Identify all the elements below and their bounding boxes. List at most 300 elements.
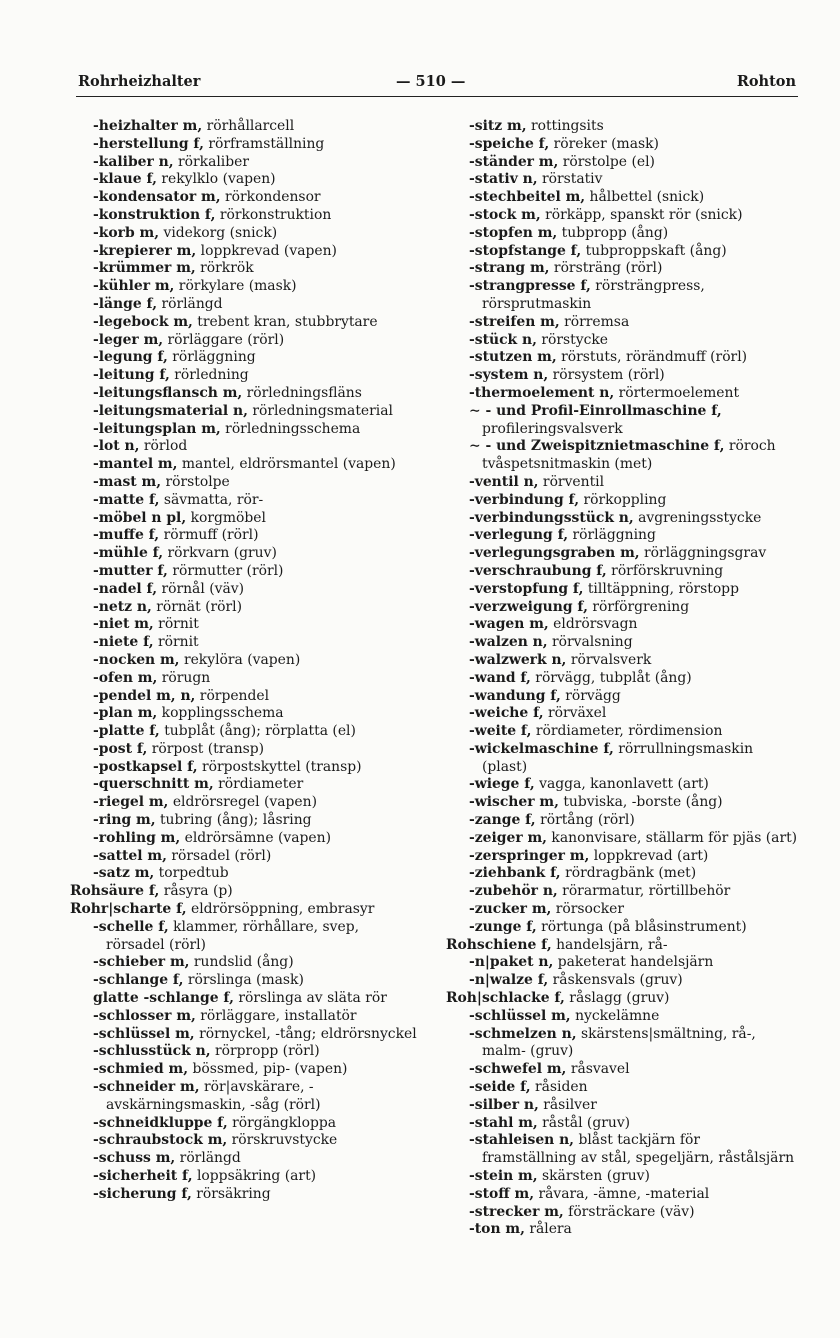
dictionary-entry <box>70 349 422 367</box>
dictionary-entry <box>446 154 798 172</box>
entry-translation: rördiameter <box>213 776 304 793</box>
entry-headword: -walzwerk n, <box>469 651 567 668</box>
dictionary-entry <box>446 349 798 367</box>
entry-translation: försträckare (väv) <box>563 1203 695 1220</box>
dictionary-entry <box>446 990 798 1008</box>
left-column <box>70 118 422 1204</box>
entry-headword: -schneidkluppe f, <box>93 1114 228 1131</box>
entry-translation: rörnit <box>153 616 199 633</box>
entry-translation: rörledningsfläns <box>242 384 362 401</box>
dictionary-entry <box>446 830 798 848</box>
entry-headword: -speiche f, <box>469 135 550 152</box>
entry-translation: rörkoppling <box>579 491 667 508</box>
entry-headword: -sicherheit f, <box>93 1168 193 1185</box>
entry-translation: rördiameter, rördimension <box>531 723 723 740</box>
entry-translation: rörläggning <box>167 349 256 366</box>
entry-headword: -stein m, <box>469 1168 538 1185</box>
dictionary-entry <box>446 1079 798 1097</box>
entry-translation: kopplingsschema <box>157 705 284 722</box>
dictionary-entry <box>446 705 798 723</box>
entry-headword: -thermoelement n, <box>469 384 615 401</box>
dictionary-entry <box>446 171 798 189</box>
dictionary-entry <box>446 883 798 901</box>
dictionary-entry <box>70 367 422 385</box>
entry-headword: -stopfstange f, <box>469 242 582 259</box>
entry-translation: eldrörsöppning, embrasyr <box>186 901 375 918</box>
entry-translation: nyckelämne <box>570 1007 660 1024</box>
header-right-guide-word: Rohton <box>736 73 796 90</box>
entry-translation: torpedtub <box>154 865 229 882</box>
entry-headword: Rohr|scharte f, <box>70 901 187 918</box>
dictionary-entry <box>70 510 422 528</box>
entry-headword: -schlosser m, <box>93 1007 196 1024</box>
entry-headword: -stopfen m, <box>469 224 558 241</box>
entry-headword: -leitungsplan m, <box>93 420 221 437</box>
entry-headword: -stück n, <box>469 331 537 348</box>
entry-translation: rörnät (rörl) <box>151 598 242 615</box>
entry-headword: -verlegung f, <box>469 527 569 544</box>
entry-translation: rörläggning <box>568 527 656 544</box>
entry-headword: -leitungsmaterial n, <box>93 402 248 419</box>
entry-translation: rörsocker <box>551 901 624 918</box>
dictionary-entry <box>446 1008 798 1026</box>
entry-translation: rörkaliber <box>173 153 249 170</box>
dictionary-entry <box>446 670 798 688</box>
entry-translation: råstål (gruv) <box>537 1114 631 1131</box>
entry-headword: -postkapsel f, <box>93 758 198 775</box>
entry-translation: rörpropp (rörl) <box>210 1043 320 1060</box>
entry-translation: rörstolpe <box>161 473 230 490</box>
entry-headword: Roh|schlacke f, <box>446 990 565 1007</box>
entry-headword: -pendel m, n, <box>93 687 196 704</box>
entry-headword: -nadel f, <box>93 580 158 597</box>
dictionary-entry <box>70 314 422 332</box>
dictionary-entry <box>446 474 798 492</box>
dictionary-entry <box>70 652 422 670</box>
dictionary-entry <box>446 314 798 332</box>
entry-translation: råslagg (gruv) <box>564 990 670 1007</box>
entry-headword: -niet m, <box>93 616 154 633</box>
entry-headword: -zucker m, <box>469 901 552 918</box>
entry-headword: -legung f, <box>93 349 168 366</box>
entry-headword: -kaliber n, <box>93 153 174 170</box>
entry-translation: rörremsa <box>559 313 630 330</box>
entry-headword: -netz n, <box>93 598 152 615</box>
entry-translation: tubring (ång); låsring <box>155 812 312 829</box>
dictionary-entry <box>446 599 798 617</box>
entry-translation: rörsträng (rörl) <box>549 260 663 277</box>
dictionary-entry <box>446 972 798 990</box>
entry-headword: -schlange f, <box>93 972 184 989</box>
entry-translation: rottingsits <box>526 118 604 134</box>
dictionary-entry <box>446 545 798 563</box>
dictionary-entry <box>70 421 422 439</box>
entry-translation: handelsjärn, rå- <box>551 936 668 953</box>
entry-headword: -verbindungsstück n, <box>469 509 634 526</box>
entry-headword: -schelle f, <box>93 918 169 935</box>
entry-headword: -schuss m, <box>93 1150 176 1167</box>
dictionary-entry <box>446 367 798 385</box>
entry-translation: rundslid (ång) <box>189 954 294 971</box>
dictionary-entry <box>446 865 798 883</box>
entry-translation: rörlängd <box>157 295 223 312</box>
entry-translation: rörläggningsgrav <box>639 545 767 562</box>
entry-translation: mantel, eldrörsmantel (vapen) <box>177 456 396 473</box>
dictionary-entry <box>446 243 798 261</box>
entry-headword: -muffe f, <box>93 527 160 544</box>
entry-translation: rörgängkloppa <box>227 1114 337 1131</box>
entry-headword: -stativ n, <box>469 171 538 188</box>
entry-headword: -ton m, <box>469 1221 525 1238</box>
entry-translation: rörpendel <box>195 687 270 704</box>
dictionary-entry <box>70 705 422 723</box>
entry-translation: tubviska, -borste (ång) <box>558 794 723 811</box>
entry-translation: råsvavel <box>566 1061 630 1078</box>
entry-headword: -herstellung f, <box>93 135 204 152</box>
entry-translation: råsiden <box>530 1079 588 1096</box>
dictionary-entry <box>70 527 422 545</box>
entry-translation: tubplåt (ång); rörplatta (el) <box>159 723 356 740</box>
dictionary-entry <box>70 403 422 421</box>
entry-headword: -post f, <box>93 740 148 757</box>
dictionary-entry <box>70 1061 422 1079</box>
entry-headword: -plan m, <box>93 705 158 722</box>
entry-translation: loppkrevad (art) <box>589 847 709 864</box>
dictionary-entry <box>446 937 798 955</box>
entry-translation: råsyra (p) <box>159 883 233 900</box>
entry-translation: rörnit <box>153 634 199 651</box>
entry-headword: -platte f, <box>93 723 160 740</box>
entry-translation: rörvalsning <box>547 634 633 651</box>
dictionary-entry <box>446 688 798 706</box>
entry-translation: blåst tackjärn för framställning av stål, spegeljärn, råstålsjärn <box>482 1132 795 1167</box>
dictionary-entry <box>446 581 798 599</box>
dictionary-entry <box>70 243 422 261</box>
dictionary-entry <box>70 794 422 812</box>
entry-headword: -streifen m, <box>469 313 560 330</box>
dictionary-entry <box>446 1132 798 1168</box>
dictionary-entry <box>70 616 422 634</box>
entry-headword: -möbel n pl, <box>93 509 187 526</box>
entry-headword: -leitungsflansch m, <box>93 384 243 401</box>
dictionary-entry <box>70 776 422 794</box>
entry-headword: -konstruktion f, <box>93 206 216 223</box>
entry-headword: -wagen m, <box>469 616 549 633</box>
entry-headword: -ring m, <box>93 812 156 829</box>
header-left-guide-word: Rohrheizhalter <box>78 73 201 90</box>
entry-headword: -n|paket n, <box>469 954 554 971</box>
entry-translation: råsilver <box>538 1096 597 1113</box>
entry-translation: rörförskruvning <box>606 562 724 579</box>
entry-translation: rörläggare (rörl) <box>163 331 285 348</box>
dictionary-entry <box>70 1186 422 1204</box>
entry-translation: rörslinga av släta rör <box>233 990 387 1007</box>
entry-translation: rörledningsschema <box>220 420 361 437</box>
entry-headword: -verstopfung f, <box>469 580 584 597</box>
entry-headword: -ziehbank f, <box>469 865 561 882</box>
entry-headword: -seide f, <box>469 1079 531 1096</box>
dictionary-entry <box>70 741 422 759</box>
entry-translation: rörhållarcell <box>202 118 295 134</box>
entry-translation: hålbettel (snick) <box>585 189 705 206</box>
dictionary-entry <box>70 225 422 243</box>
entry-translation: rörväxel <box>543 705 607 722</box>
entry-translation: kanonvisare, ställarm för pjäs (art) <box>547 829 798 846</box>
dictionary-entry <box>70 581 422 599</box>
entry-headword: -schneider m, <box>93 1079 200 1096</box>
entry-headword: -zange f, <box>469 812 536 829</box>
entry-headword: -strecker m, <box>469 1203 564 1220</box>
entry-translation: rörvalsverk <box>566 651 652 668</box>
entry-headword: ∼ - und Zweispitznietmaschine f, <box>469 438 725 455</box>
dictionary-entry <box>70 385 422 403</box>
entry-headword: -heizhalter m, <box>93 118 203 134</box>
entry-headword: -querschnitt m, <box>93 776 214 793</box>
dictionary-entry <box>70 812 422 830</box>
entry-headword: -matte f, <box>93 491 160 508</box>
entry-translation: tubpropp (ång) <box>557 224 669 241</box>
dictionary-entry <box>446 616 798 634</box>
dictionary-entry <box>446 278 798 314</box>
entry-translation: rålera <box>524 1221 572 1238</box>
entry-translation: rörledning <box>169 367 249 384</box>
dictionary-entry <box>70 670 422 688</box>
entry-headword: -schraubstock m, <box>93 1132 228 1149</box>
entry-translation: videkorg (snick) <box>159 224 278 241</box>
dictionary-entry <box>70 1168 422 1186</box>
dictionary-entry <box>70 545 422 563</box>
entry-translation: rörpost (transp) <box>147 740 265 757</box>
entry-translation: rörkäpp, spanskt rör (snick) <box>540 206 743 223</box>
entry-translation: rörsträngpress, rörsprutmaskin <box>482 278 705 312</box>
entry-translation: råvara, -ämne, -material <box>534 1185 710 1202</box>
entry-headword: Rohschiene f, <box>446 936 552 953</box>
entry-headword: -verzweigung f, <box>469 598 588 615</box>
dictionary-entry <box>446 794 798 812</box>
entry-translation: vagga, kanonlavett (art) <box>534 776 709 793</box>
dictionary-entry <box>70 474 422 492</box>
entry-headword: -kondensator m, <box>93 189 221 206</box>
dictionary-entry <box>446 1026 798 1062</box>
entry-translation: eldrörsvagn <box>548 616 638 633</box>
dictionary-entry <box>446 1204 798 1222</box>
entry-translation: rörkylare (mask) <box>174 278 297 295</box>
entry-translation: paketerat handelsjärn <box>553 954 714 971</box>
entry-translation: korgmöbel <box>186 509 266 526</box>
dictionary-entry <box>70 136 422 154</box>
entry-headword: -leger m, <box>93 331 164 348</box>
entry-translation: rörslinga (mask) <box>183 972 304 989</box>
entry-translation: rörsystem (rörl) <box>548 367 665 384</box>
entry-translation: rörnyckel, -tång; eldrörsnyckel <box>194 1025 417 1042</box>
entry-headword: -sitz m, <box>469 118 527 134</box>
entry-headword: -schlüssel m, <box>93 1025 195 1042</box>
entry-translation: rörstolpe (el) <box>558 153 655 170</box>
dictionary-entry <box>70 883 422 901</box>
entry-headword: -wand f, <box>469 669 531 686</box>
entry-translation: rörkrök <box>195 260 254 277</box>
entry-translation: rördragbänk (met) <box>560 865 697 882</box>
dictionary-entry <box>70 830 422 848</box>
entry-headword: -wickelmaschine f, <box>469 740 614 757</box>
entry-headword: -verschraubung f, <box>469 562 607 579</box>
dictionary-entry <box>70 759 422 777</box>
dictionary-entry <box>446 848 798 866</box>
entry-headword: -zerspringer m, <box>469 847 590 864</box>
dictionary-entry <box>446 901 798 919</box>
entry-headword: -stahl m, <box>469 1114 538 1131</box>
entry-translation: bössmed, pip- (vapen) <box>188 1061 348 1078</box>
entry-headword: -länge f, <box>93 295 158 312</box>
dictionary-entry <box>446 1115 798 1133</box>
dictionary-entry <box>446 385 798 403</box>
entry-translation: rörvägg, tubplåt (ång) <box>530 669 692 686</box>
entry-translation: loppsäkring (art) <box>192 1168 317 1185</box>
dictionary-entry <box>446 723 798 741</box>
entry-translation: rörstycke <box>536 331 609 348</box>
dictionary-entry <box>70 1026 422 1044</box>
entry-headword: -wiege f, <box>469 776 535 793</box>
dictionary-entry <box>70 919 422 955</box>
dictionary-entry <box>70 1043 422 1061</box>
entry-headword: -rohling m, <box>93 829 181 846</box>
entry-translation: rörrullningsmaskin (plast) <box>482 740 754 775</box>
dictionary-entry <box>446 812 798 830</box>
entry-headword: -legebock m, <box>93 313 193 330</box>
entry-translation: rörugn <box>157 669 211 686</box>
entry-translation: tubproppskaft (ång) <box>581 242 727 259</box>
dictionary-entry <box>70 260 422 278</box>
dictionary-entry <box>446 954 798 972</box>
entry-headword: -wandung f, <box>469 687 561 704</box>
dictionary-entry <box>446 919 798 937</box>
entry-headword: -strang m, <box>469 260 550 277</box>
entry-translation: rörstuts, rörändmuff (rörl) <box>556 349 748 366</box>
dictionary-entry <box>70 990 422 1008</box>
entry-translation: rekylöra (vapen) <box>179 651 301 668</box>
entry-headword: -weite f, <box>469 723 532 740</box>
entry-translation: skärstens|smältning, rå-, malm- (gruv) <box>482 1025 756 1060</box>
dictionary-entry <box>446 1168 798 1186</box>
dictionary-entry <box>70 118 422 136</box>
dictionary-entry <box>70 296 422 314</box>
entry-translation: avgreningsstycke <box>633 509 762 526</box>
dictionary-entry <box>446 225 798 243</box>
entry-headword: -stutzen m, <box>469 349 557 366</box>
entry-headword: -mast m, <box>93 473 162 490</box>
entry-headword: -leitung f, <box>93 367 170 384</box>
entry-translation: rörskruvstycke <box>227 1132 338 1149</box>
entry-headword: -zeiger m, <box>469 829 548 846</box>
entry-headword: -niete f, <box>93 634 154 651</box>
entry-headword: -ventil n, <box>469 473 539 490</box>
entry-translation: rörstativ <box>537 171 603 188</box>
dictionary-entry <box>70 599 422 617</box>
dictionary-entry <box>70 954 422 972</box>
entry-translation: rörarmatur, rörtillbehör <box>557 883 731 900</box>
dictionary-entry <box>70 848 422 866</box>
entry-headword: -verbindung f, <box>469 491 580 508</box>
entry-headword: -lot n, <box>93 438 140 455</box>
entry-translation: rekylklo (vapen) <box>156 171 276 188</box>
entry-headword: -schlüssel m, <box>469 1007 571 1024</box>
entry-translation: röreker (mask) <box>549 135 659 152</box>
entry-translation: rörkonstruktion <box>215 206 332 223</box>
entry-translation: rörmutter (rörl) <box>167 562 284 579</box>
entry-translation: skärsten (gruv) <box>537 1168 650 1185</box>
dictionary-entry <box>446 1097 798 1115</box>
entry-translation: rörlod <box>139 438 188 455</box>
entry-translation: råskensvals (gruv) <box>548 972 683 989</box>
entry-headword: -verlegungsgraben m, <box>469 545 640 562</box>
page-number: — 510 — <box>396 73 466 90</box>
dictionary-entry <box>446 207 798 225</box>
entry-translation: rörkvarn (gruv) <box>163 545 277 562</box>
dictionary-entry <box>446 741 798 777</box>
entry-headword: -weiche f, <box>469 705 544 722</box>
dictionary-entry <box>70 438 422 456</box>
entry-headword: Rohsäure f, <box>70 883 160 900</box>
entry-headword: -schmelzen n, <box>469 1025 577 1042</box>
entry-translation: eldrörsregel (vapen) <box>168 794 318 811</box>
entry-headword: ∼ - und Profil-Einrollmaschine f, <box>469 402 722 419</box>
dictionary-entry <box>446 403 798 439</box>
entry-headword: -stechbeitel m, <box>469 189 586 206</box>
running-header <box>76 70 798 97</box>
entry-headword: -sicherung f, <box>93 1185 192 1202</box>
dictionary-entry <box>446 332 798 350</box>
dictionary-entry <box>70 456 422 474</box>
entry-translation: röroch tvåspetsnitmaskin (met) <box>482 438 776 473</box>
entry-headword: -mutter f, <box>93 562 168 579</box>
entry-translation: rör|avskärare, -avskärningsmaskin, -såg (rörl) <box>106 1079 321 1113</box>
entry-translation: rörtunga (på blåsinstrument) <box>536 918 747 935</box>
entry-translation: profileringsvalsverk <box>482 420 623 437</box>
entry-headword: -stock m, <box>469 206 541 223</box>
entry-headword: -zubehör n, <box>469 883 558 900</box>
entry-headword: -nocken m, <box>93 651 180 668</box>
entry-translation: rörpostskyttel (transp) <box>197 758 362 775</box>
dictionary-entry <box>70 972 422 990</box>
entry-headword: -korb m, <box>93 224 160 241</box>
entry-translation: rörsadel (rörl) <box>166 847 272 864</box>
dictionary-entry <box>70 634 422 652</box>
entry-translation: tilltäppning, rörstopp <box>583 580 739 597</box>
dictionary-entry <box>70 332 422 350</box>
entry-headword: -satz m, <box>93 865 155 882</box>
entry-headword: -krümmer m, <box>93 260 196 277</box>
dictionary-entry <box>446 527 798 545</box>
dictionary-entry <box>446 1186 798 1204</box>
dictionary-entry <box>446 510 798 528</box>
entry-translation: rörförgrening <box>587 598 690 615</box>
entry-headword: -system n, <box>469 367 549 384</box>
dictionary-entry <box>446 260 798 278</box>
dictionary-entry <box>70 1115 422 1133</box>
entry-translation: rörframställning <box>203 135 325 152</box>
entry-headword: -strangpresse f, <box>469 278 591 295</box>
dictionary-entry <box>70 1008 422 1026</box>
dictionary-entry <box>446 634 798 652</box>
entry-headword: -klaue f, <box>93 171 157 188</box>
entry-headword: -schlusstück n, <box>93 1043 211 1060</box>
dictionary-entry <box>446 118 798 136</box>
dictionary-entry <box>70 278 422 296</box>
entry-headword: -stoff m, <box>469 1185 535 1202</box>
dictionary-entry <box>70 688 422 706</box>
entry-headword: -n|walze f, <box>469 972 549 989</box>
dictionary-entry <box>446 438 798 474</box>
